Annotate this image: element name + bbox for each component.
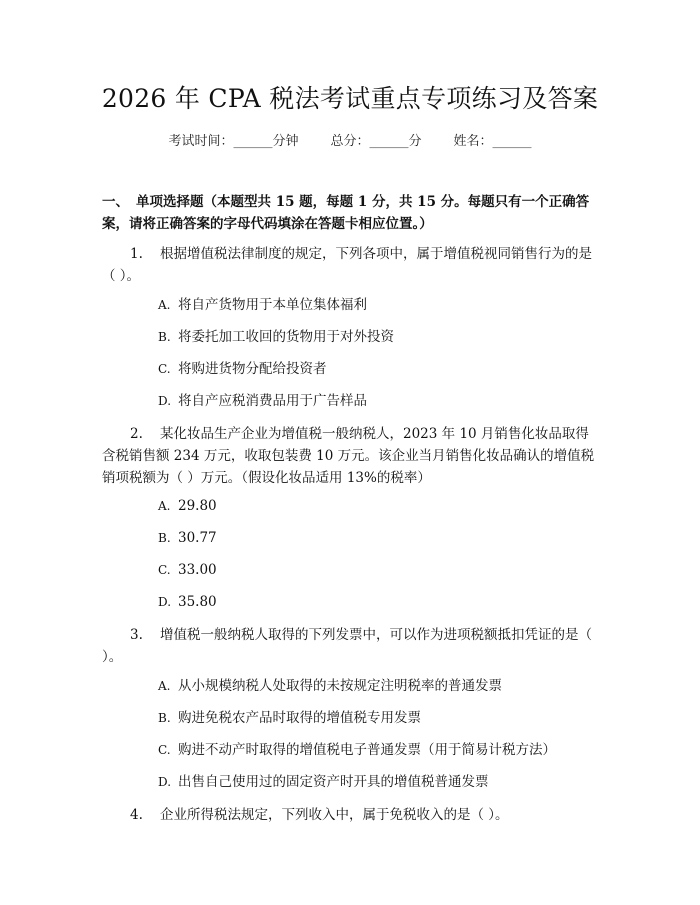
question-4 [102,804,600,826]
question-2-option-b [158,528,217,548]
question-1-option-a [158,295,367,315]
question-3-option-d [158,772,489,792]
question-2-option-d [158,592,217,612]
option-text: 购进免税农产品时取得的增值税专用发票 [178,710,421,726]
option-text: 出售自己使用过的固定资产时开具的增值税普通发票 [178,774,489,790]
question-text: 某化妆品生产企业为增值税一般纳税人，2023 年 10 月销售化妆品取得含税销售额 234 万元，收取包装费 10 万元。该企业当月销售化妆品确认的增值税销项税额为（ ）万元。（假设化妆品适用 13%的税率） [102,426,595,486]
page-title: 2026 年 CPA 税法考试重点专项练习及答案 [101,84,599,113]
question-number: 3. [130,627,143,643]
option-letter: C. [158,563,171,577]
question-2-option-a [158,496,217,516]
option-text: 将购进货物分配给投资者 [178,361,327,377]
option-text: 从小规模纳税人处取得的未按规定注明税率的普通发票 [178,678,502,694]
option-letter: C. [158,362,171,376]
option-text: 将自产货物用于本单位集体福利 [178,297,367,313]
section-number: 一、 [102,194,129,210]
option-text: 30.77 [178,530,217,546]
option-letter: B. [158,330,171,344]
option-text: 将委托加工收回的货物用于对外投资 [178,329,394,345]
question-3 [102,624,600,668]
option-letter: D. [158,394,172,408]
question-3-option-a [158,676,502,696]
question-number: 4. [130,807,143,823]
student-name: 姓名：______ [453,134,532,149]
option-text: 33.00 [178,562,217,578]
section-heading [102,191,602,235]
exam-time: 考试时间：______分钟 [168,134,299,149]
option-text: 将自产应税消费品用于广告样品 [178,393,367,409]
question-3-option-c [158,740,556,760]
section-instructions: 单项选择题（本题型共 15 题，每题 1 分，共 15 分。每题只有一个正确答案，请将正确答案的字母代码填涂在答题卡相应位置。） [102,194,590,232]
question-text: 企业所得税法规定，下列收入中，属于免税收入的是（ ）。 [160,807,509,823]
question-3-option-b [158,708,421,728]
question-text: 根据增值税法律制度的规定，下列各项中，属于增值税视同销售行为的是（ ）。 [102,246,592,284]
option-letter: A. [158,298,171,312]
option-text: 29.80 [178,498,217,514]
question-number: 2. [130,426,143,442]
option-letter: C. [158,743,171,757]
option-letter: D. [158,595,172,609]
question-2-option-c [158,560,217,580]
total-score: 总分：______分 [330,134,422,149]
option-letter: D. [158,775,172,789]
option-text: 35.80 [178,594,217,610]
question-1-option-b [158,327,394,347]
question-1-option-c [158,359,327,379]
option-text: 购进不动产时取得的增值税电子普通发票（用于简易计税方法） [178,742,556,758]
exam-meta [0,133,700,151]
option-letter: B. [158,711,171,725]
option-letter: B. [158,531,171,545]
question-number: 1. [130,246,143,262]
question-1 [102,243,600,287]
option-letter: A. [158,499,171,513]
question-1-option-d [158,391,367,411]
question-2 [102,423,600,489]
option-letter: A. [158,679,171,693]
question-text: 增值税一般纳税人取得的下列发票中，可以作为进项税额抵扣凭证的是（ ）。 [102,627,592,665]
